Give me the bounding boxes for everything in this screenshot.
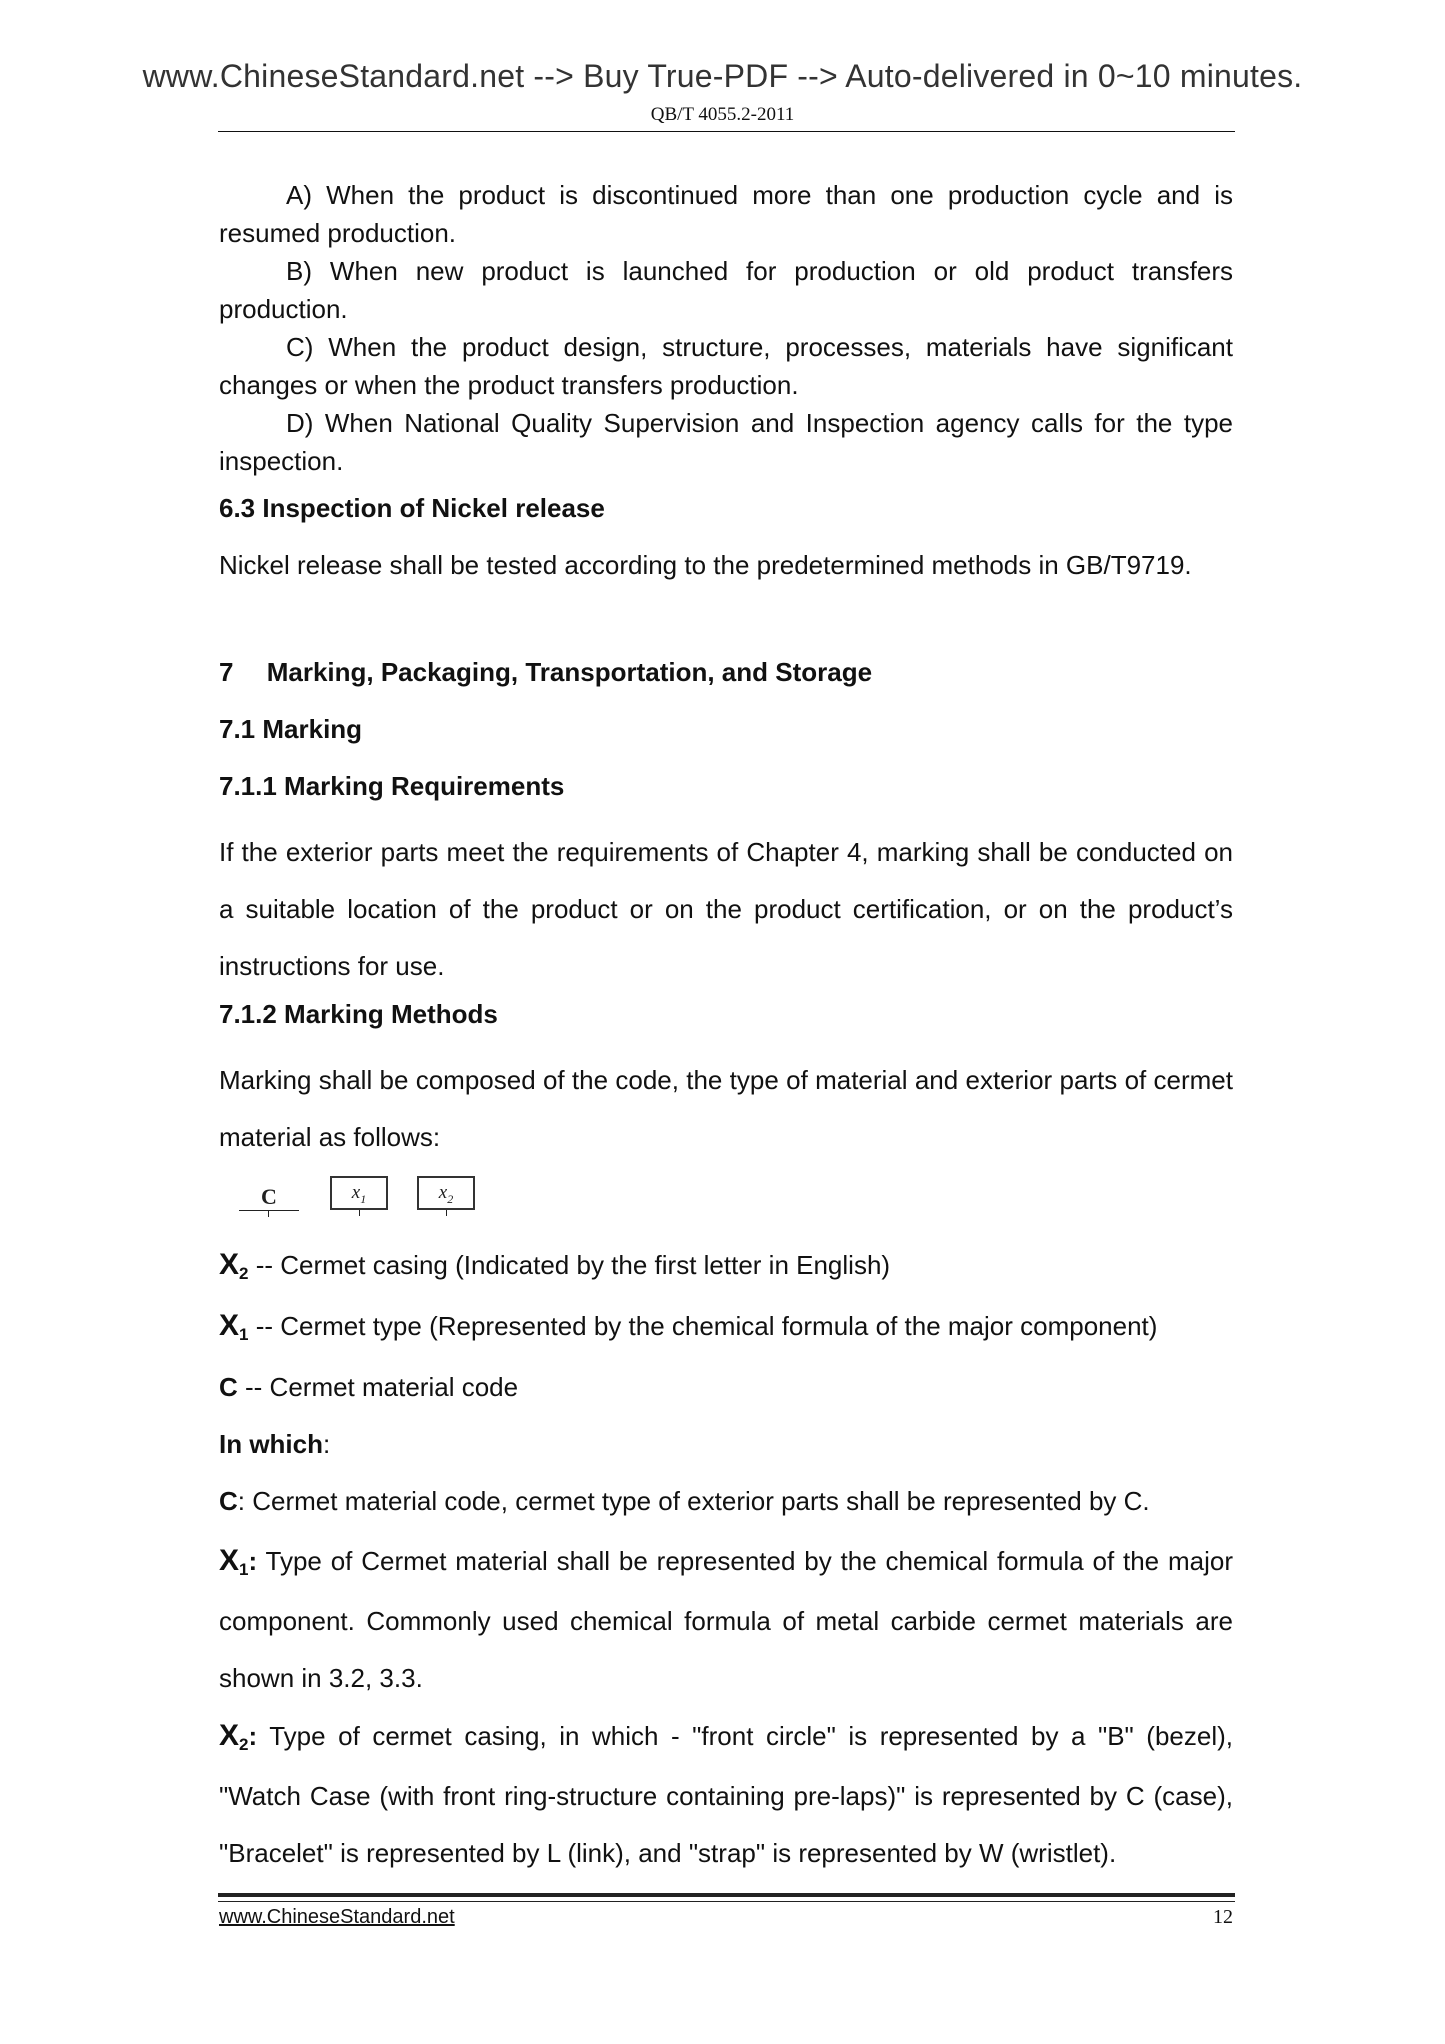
section-7-1-2-heading: 7.1.2 Marking Methods (219, 999, 498, 1029)
diagram-x1-sub: 1 (360, 1191, 367, 1206)
list-item-b: B) When new product is launched for production or old product transfers production. (219, 256, 1233, 324)
in-which-text: In which (219, 1429, 323, 1459)
legend-x2-sub: 2 (239, 1264, 249, 1283)
def-x2-colon: : (248, 1721, 258, 1751)
diagram-code-c: C (261, 1184, 277, 1209)
section-7-number: 7 (219, 657, 234, 687)
legend-x1-letter: X (219, 1309, 240, 1342)
def-x2-sub: 2 (239, 1735, 249, 1754)
def-x1-text: Type of Cermet material shall be represented by the chemical formula of the major component. Commonly used chemical formula of metal carbide cermet materials are shown in 3.2, 3.3. (219, 1546, 1233, 1693)
section-7-heading (219, 653, 1233, 691)
diagram-box-x2 (417, 1176, 475, 1210)
section-7-title: Marking, Packaging, Transportation, and Storage (266, 657, 873, 687)
diagram-box-x1 (330, 1176, 388, 1210)
standard-code: QB/T 4055.2-2011 (650, 104, 795, 125)
def-c-letter: C (219, 1486, 238, 1516)
marking-code-diagram (219, 1174, 1233, 1224)
section-7-1-2-text: Marking shall be composed of the code, the type of material and exterior parts of cermet material as follows: (219, 1065, 1233, 1152)
def-c-text: : Cermet material code, cermet type of exterior parts shall be represented by C. (237, 1486, 1150, 1516)
footer-website-link[interactable]: www.ChineseStandard.net (219, 1906, 455, 1928)
legend-c (219, 1368, 1233, 1406)
legend-x2 (219, 1246, 1233, 1288)
def-x2-text: Type of cermet casing, in which - "front circle" is represented by a "B" (bezel), "Watch Case (with front ring-structure containing pre-laps)" is represented by C (case), "Bracelet" is represented by L (link), and "strap" is represented by W (wristlet). (219, 1721, 1233, 1868)
legend-x1-sub: 1 (239, 1325, 249, 1344)
def-x1-colon: : (248, 1546, 258, 1576)
list-item-c: C) When the product design, structure, processes, materials have significant changes or when the product transfers production. (219, 332, 1233, 400)
def-c (219, 1482, 1233, 1520)
header-rule (218, 131, 1235, 132)
diagram-x2-sub: 2 (447, 1191, 454, 1206)
def-x1 (219, 1532, 1233, 1707)
section-7-1-1-text: If the exterior parts meet the requirements of Chapter 4, marking shall be conducted on a suitable location of the product or on the product certification, or on the product’s instructions for use. (219, 837, 1233, 981)
def-x1-sub: 1 (239, 1560, 249, 1579)
promo-banner[interactable]: www.ChineseStandard.net --> Buy True-PDF --> Auto-delivered in 0~10 minutes. (142, 58, 1303, 94)
legend-x2-text: -- Cermet casing (Indicated by the first letter in English) (248, 1250, 891, 1280)
list-item-a: A) When the product is discontinued more than one production cycle and is resumed production. (219, 180, 1233, 248)
diagram-x2-letter: x (438, 1182, 448, 1203)
def-x1-letter: X (219, 1544, 240, 1577)
diagram-tick-x2 (446, 1210, 447, 1216)
footer-rule-thin (218, 1901, 1235, 1902)
diagram-tick-x1 (359, 1210, 360, 1216)
def-x2 (219, 1707, 1233, 1882)
page-number: 12 (1213, 1906, 1233, 1928)
legend-x1-text: -- Cermet type (Represented by the chemical formula of the major component) (248, 1311, 1158, 1341)
legend-c-letter: C (219, 1372, 238, 1402)
footer-rule-thick (218, 1893, 1235, 1897)
legend-x1 (219, 1307, 1233, 1349)
in-which-label (219, 1425, 1233, 1463)
section-6-3-heading: 6.3 Inspection of Nickel release (219, 493, 605, 523)
diagram-underline (239, 1210, 299, 1211)
list-item-d: D) When National Quality Supervision and Inspection agency calls for the type inspection. (219, 408, 1233, 476)
section-7-1-1-heading: 7.1.1 Marking Requirements (219, 771, 565, 801)
section-6-3-text: Nickel release shall be tested according to the predetermined methods in GB/T9719. (219, 550, 1192, 580)
diagram-tick-c (268, 1211, 269, 1217)
section-7-1-heading: 7.1 Marking (219, 714, 363, 744)
legend-x2-letter: X (219, 1248, 240, 1281)
diagram-x1-letter: x (351, 1182, 361, 1203)
in-which-colon: : (323, 1429, 331, 1459)
def-x2-letter: X (219, 1719, 240, 1752)
legend-c-text: -- Cermet material code (237, 1372, 519, 1402)
page-body (219, 176, 1233, 1882)
